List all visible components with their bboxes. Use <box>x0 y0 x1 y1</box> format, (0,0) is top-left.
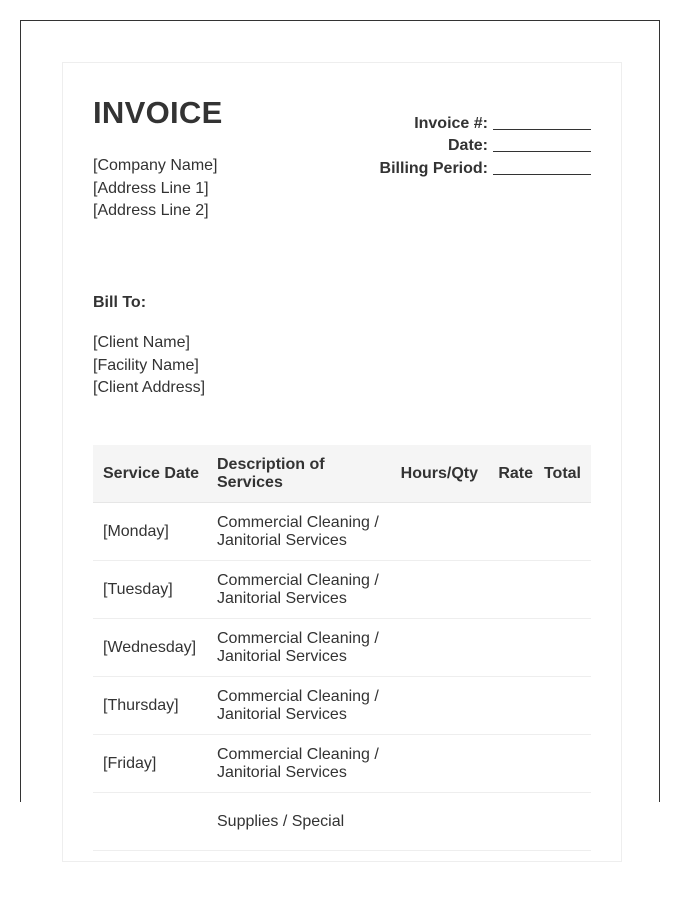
header-service-date: Service Date <box>103 464 200 482</box>
document-viewport <box>20 20 660 830</box>
row-service-date: [Friday] <box>103 754 157 772</box>
company-name: [Company Name] <box>93 157 218 174</box>
invoice-number-row <box>380 110 591 133</box>
header-rate: Rate <box>498 464 533 482</box>
invoice-date-label: Date: <box>447 137 488 154</box>
company-block <box>93 155 218 223</box>
table-header <box>93 445 591 503</box>
row-service-date: [Thursday] <box>103 696 179 714</box>
row-description: Supplies / Special <box>217 812 345 830</box>
invoice-number-label: Invoice #: <box>414 114 488 132</box>
billing-period-row <box>380 155 591 178</box>
services-table <box>93 445 591 851</box>
invoice-date-field <box>493 137 591 152</box>
row-service-date: [Monday] <box>103 522 169 540</box>
row-description: Commercial Cleaning / Janitorial Services <box>217 571 379 607</box>
row-service-date: [Tuesday] <box>103 580 173 598</box>
invoice-meta <box>380 110 591 178</box>
invoice-page <box>62 62 622 862</box>
table-row <box>93 677 591 735</box>
row-description: Commercial Cleaning / Janitorial Services <box>217 687 379 723</box>
billing-period-field <box>493 160 591 175</box>
header-hours: Hours/Qty <box>400 464 478 482</box>
table-row <box>93 735 591 793</box>
table-row <box>93 619 591 677</box>
billing-period-label: Billing Period: <box>379 159 488 177</box>
invoice-date-row <box>380 133 591 156</box>
client-address: [Client Address] <box>93 379 206 396</box>
row-description: Commercial Cleaning / Janitorial Services <box>217 745 379 781</box>
company-address-line-1: [Address Line 1] <box>93 179 209 197</box>
company-address-line-2: [Address Line 2] <box>93 202 209 219</box>
invoice-number-field <box>493 115 591 130</box>
table-row <box>93 503 591 561</box>
client-name: [Client Name] <box>93 334 190 351</box>
facility-name: [Facility Name] <box>93 356 199 374</box>
row-description: Commercial Cleaning / Janitorial Services <box>217 629 379 665</box>
row-description: Commercial Cleaning / Janitorial Services <box>217 513 379 549</box>
bill-to-label: Bill To: <box>93 294 147 311</box>
header-total: Total <box>543 464 581 482</box>
row-service-date: [Wednesday] <box>103 638 197 656</box>
client-block <box>93 332 205 400</box>
header-description: Description of Services <box>217 455 325 491</box>
table-row <box>93 561 591 619</box>
invoice-title: INVOICE <box>93 95 223 130</box>
table-row <box>93 793 591 851</box>
